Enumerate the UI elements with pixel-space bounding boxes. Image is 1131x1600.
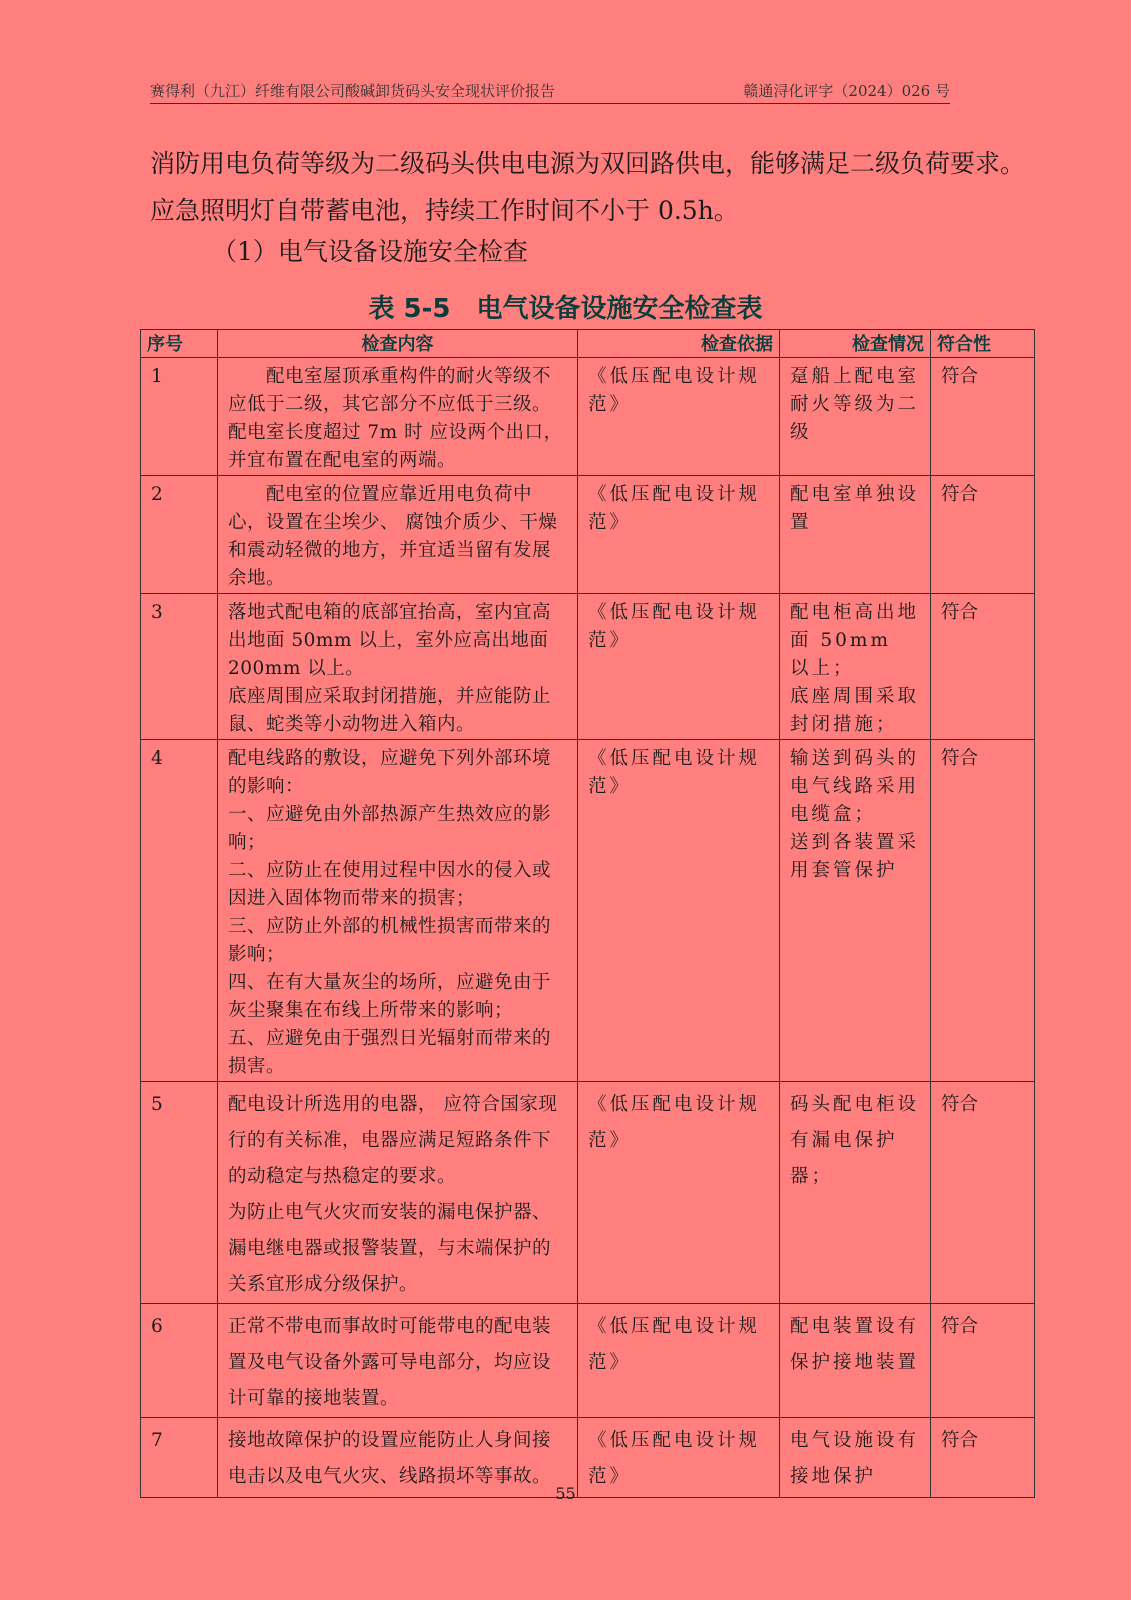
row-index [141, 358, 218, 476]
page-number: 55 [555, 1484, 576, 1503]
row-index-text: 2 [151, 484, 163, 505]
row-basis-text: 《低压配电设计规范》 [588, 602, 761, 651]
row-index-text: 6 [151, 1316, 163, 1337]
table-row [141, 1304, 1035, 1418]
table-row [141, 476, 1035, 594]
row-index-text: 4 [151, 748, 163, 769]
table-body [141, 358, 1035, 1498]
row-content [218, 1082, 578, 1304]
row-basis [578, 476, 780, 594]
row-conformity-text: 符合 [941, 602, 979, 623]
row-content-text: 为防止电气火灾而安装的漏电保护器、漏电继电器或报警装置，与末端保护的关系宜形成分级保护。 [228, 1202, 552, 1295]
page-header [150, 80, 950, 105]
row-status [780, 594, 931, 740]
row-content-text: 四、在有大量灰尘的场所，应避免由于灰尘聚集在布线上所带来的影响； [228, 972, 552, 1021]
row-content-text: 底座周围应采取封闭措施，并应能防止鼠、蛇类等小动物进入箱内。 [228, 686, 552, 735]
row-content [218, 476, 578, 594]
row-status-text: 送到各装置采用套管保护 [790, 832, 920, 881]
row-index [141, 476, 218, 594]
row-index [141, 740, 218, 1082]
table-caption: 表 5-5 电气设备设施安全检查表 [368, 294, 763, 324]
row-content-text: 三、应防止外部的机械性损害而带来的影响； [228, 916, 552, 965]
row-conformity-text: 符合 [941, 484, 979, 505]
row-content [218, 358, 578, 476]
row-conformity-text: 符合 [941, 1316, 979, 1337]
header-index: 序号 [141, 330, 218, 358]
row-conformity [931, 1082, 1035, 1304]
row-status-text: 输送到码头的电气线路采用电缆盒； [790, 748, 920, 825]
table-row [141, 358, 1035, 476]
row-conformity [931, 740, 1035, 1082]
row-status-text: 配电室单独设置 [790, 484, 920, 533]
row-content-text: 配电室的位置应靠近用电负荷中心，设置在尘埃少、 腐蚀介质少、干燥和震动轻微的地方，并宜适当留有发展余地。 [228, 484, 558, 589]
row-content [218, 740, 578, 1082]
row-status [780, 358, 931, 476]
section-heading: （1）电气设备设施安全检查 [212, 237, 528, 266]
header-content: 检查内容 [218, 330, 578, 358]
header-report-title: 赛得利（九江）纤维有限公司酸碱卸货码头安全现状评价报告 [150, 82, 556, 100]
row-basis [578, 1304, 780, 1418]
row-content-text: 五、应避免由于强烈日光辐射而带来的损害。 [228, 1028, 552, 1077]
row-basis-text: 《低压配电设计规范》 [588, 748, 761, 797]
table-row [141, 594, 1035, 740]
row-conformity-text: 符合 [941, 366, 979, 387]
row-content [218, 1304, 578, 1418]
row-basis [578, 358, 780, 476]
row-basis [578, 594, 780, 740]
row-status [780, 1304, 931, 1418]
header-conformity: 符合性 [931, 330, 1035, 358]
row-index-text: 1 [151, 366, 163, 387]
row-content-text: 正常不带电而事故时可能带电的配电装置及电气设备外露可导电部分，均应设计可靠的接地装置。 [228, 1316, 552, 1409]
inspection-table [140, 329, 1035, 1498]
row-status-text: 底座周围采取封闭措施； [790, 686, 920, 735]
header-report-number: 赣通浔化评字（2024）026 号 [743, 82, 950, 100]
row-content-text: 配电线路的敷设，应避免下列外部环境的影响： [228, 748, 552, 797]
row-status-text: 配电装置设有保护接地装置 [790, 1316, 920, 1373]
row-index [141, 1304, 218, 1418]
table-header-row [141, 330, 1035, 358]
row-basis-text: 《低压配电设计规范》 [588, 366, 761, 415]
row-conformity-text: 符合 [941, 748, 979, 769]
row-content-text: 接地故障保护的设置应能防止人身间接电击以及电气火灾、线路损坏等事故。 [228, 1430, 552, 1487]
header-rule [150, 103, 950, 104]
row-status-text: 码头配电柜设有漏电保护器； [790, 1094, 920, 1187]
row-conformity-text: 符合 [941, 1094, 979, 1115]
row-conformity [931, 358, 1035, 476]
row-basis-text: 《低压配电设计规范》 [588, 484, 761, 533]
row-status-text: 配电柜高出地面 50mm 以上； [790, 602, 920, 679]
row-content-text: 落地式配电箱的底部宜抬高，室内宜高出地面 50mm 以上，室外应高出地面 200mm 以上。 [228, 602, 552, 679]
row-conformity-text: 符合 [941, 1430, 979, 1451]
header-basis: 检查依据 [578, 330, 780, 358]
row-index [141, 1082, 218, 1304]
row-index-text: 7 [151, 1430, 163, 1451]
header-status: 检查情况 [780, 330, 931, 358]
row-basis-text: 《低压配电设计规范》 [588, 1094, 761, 1151]
row-basis-text: 《低压配电设计规范》 [588, 1316, 761, 1373]
row-conformity [931, 476, 1035, 594]
row-index [141, 594, 218, 740]
row-status [780, 1082, 931, 1304]
row-index-text: 5 [151, 1094, 163, 1115]
row-status [780, 476, 931, 594]
row-basis-text: 《低压配电设计规范》 [588, 1430, 761, 1487]
row-content-text: 配电设计所选用的电器， 应符合国家现行的有关标准，电器应满足短路条件下的动稳定与热稳定的要求。 [228, 1094, 558, 1187]
row-status-text: 电气设施设有接地保护 [790, 1430, 920, 1487]
body-paragraph: 消防用电负荷等级为二级码头供电电源为双回路供电，能够满足二级负荷要求。应急照明灯自带蓄电池，持续工作时间不小于 0.5h。 [150, 149, 1026, 225]
row-basis [578, 740, 780, 1082]
row-content-text: 配电室屋顶承重构件的耐火等级不应低于二级，其它部分不应低于三级。配电室长度超过 7m 时 应设两个出口，并宜布置在配电室的两端。 [228, 366, 563, 471]
table-row [141, 740, 1035, 1082]
table-row [141, 1082, 1035, 1304]
row-status [780, 740, 931, 1082]
row-conformity [931, 594, 1035, 740]
row-content-text: 二、应防止在使用过程中因水的侵入或因进入固体物而带来的损害； [228, 860, 552, 909]
row-basis [578, 1082, 780, 1304]
row-conformity [931, 1304, 1035, 1418]
row-content-text: 一、应避免由外部热源产生热效应的影响； [228, 804, 552, 853]
row-content [218, 594, 578, 740]
row-status-text: 趸船上配电室耐火等级为二级 [790, 366, 920, 443]
row-index-text: 3 [151, 602, 163, 623]
